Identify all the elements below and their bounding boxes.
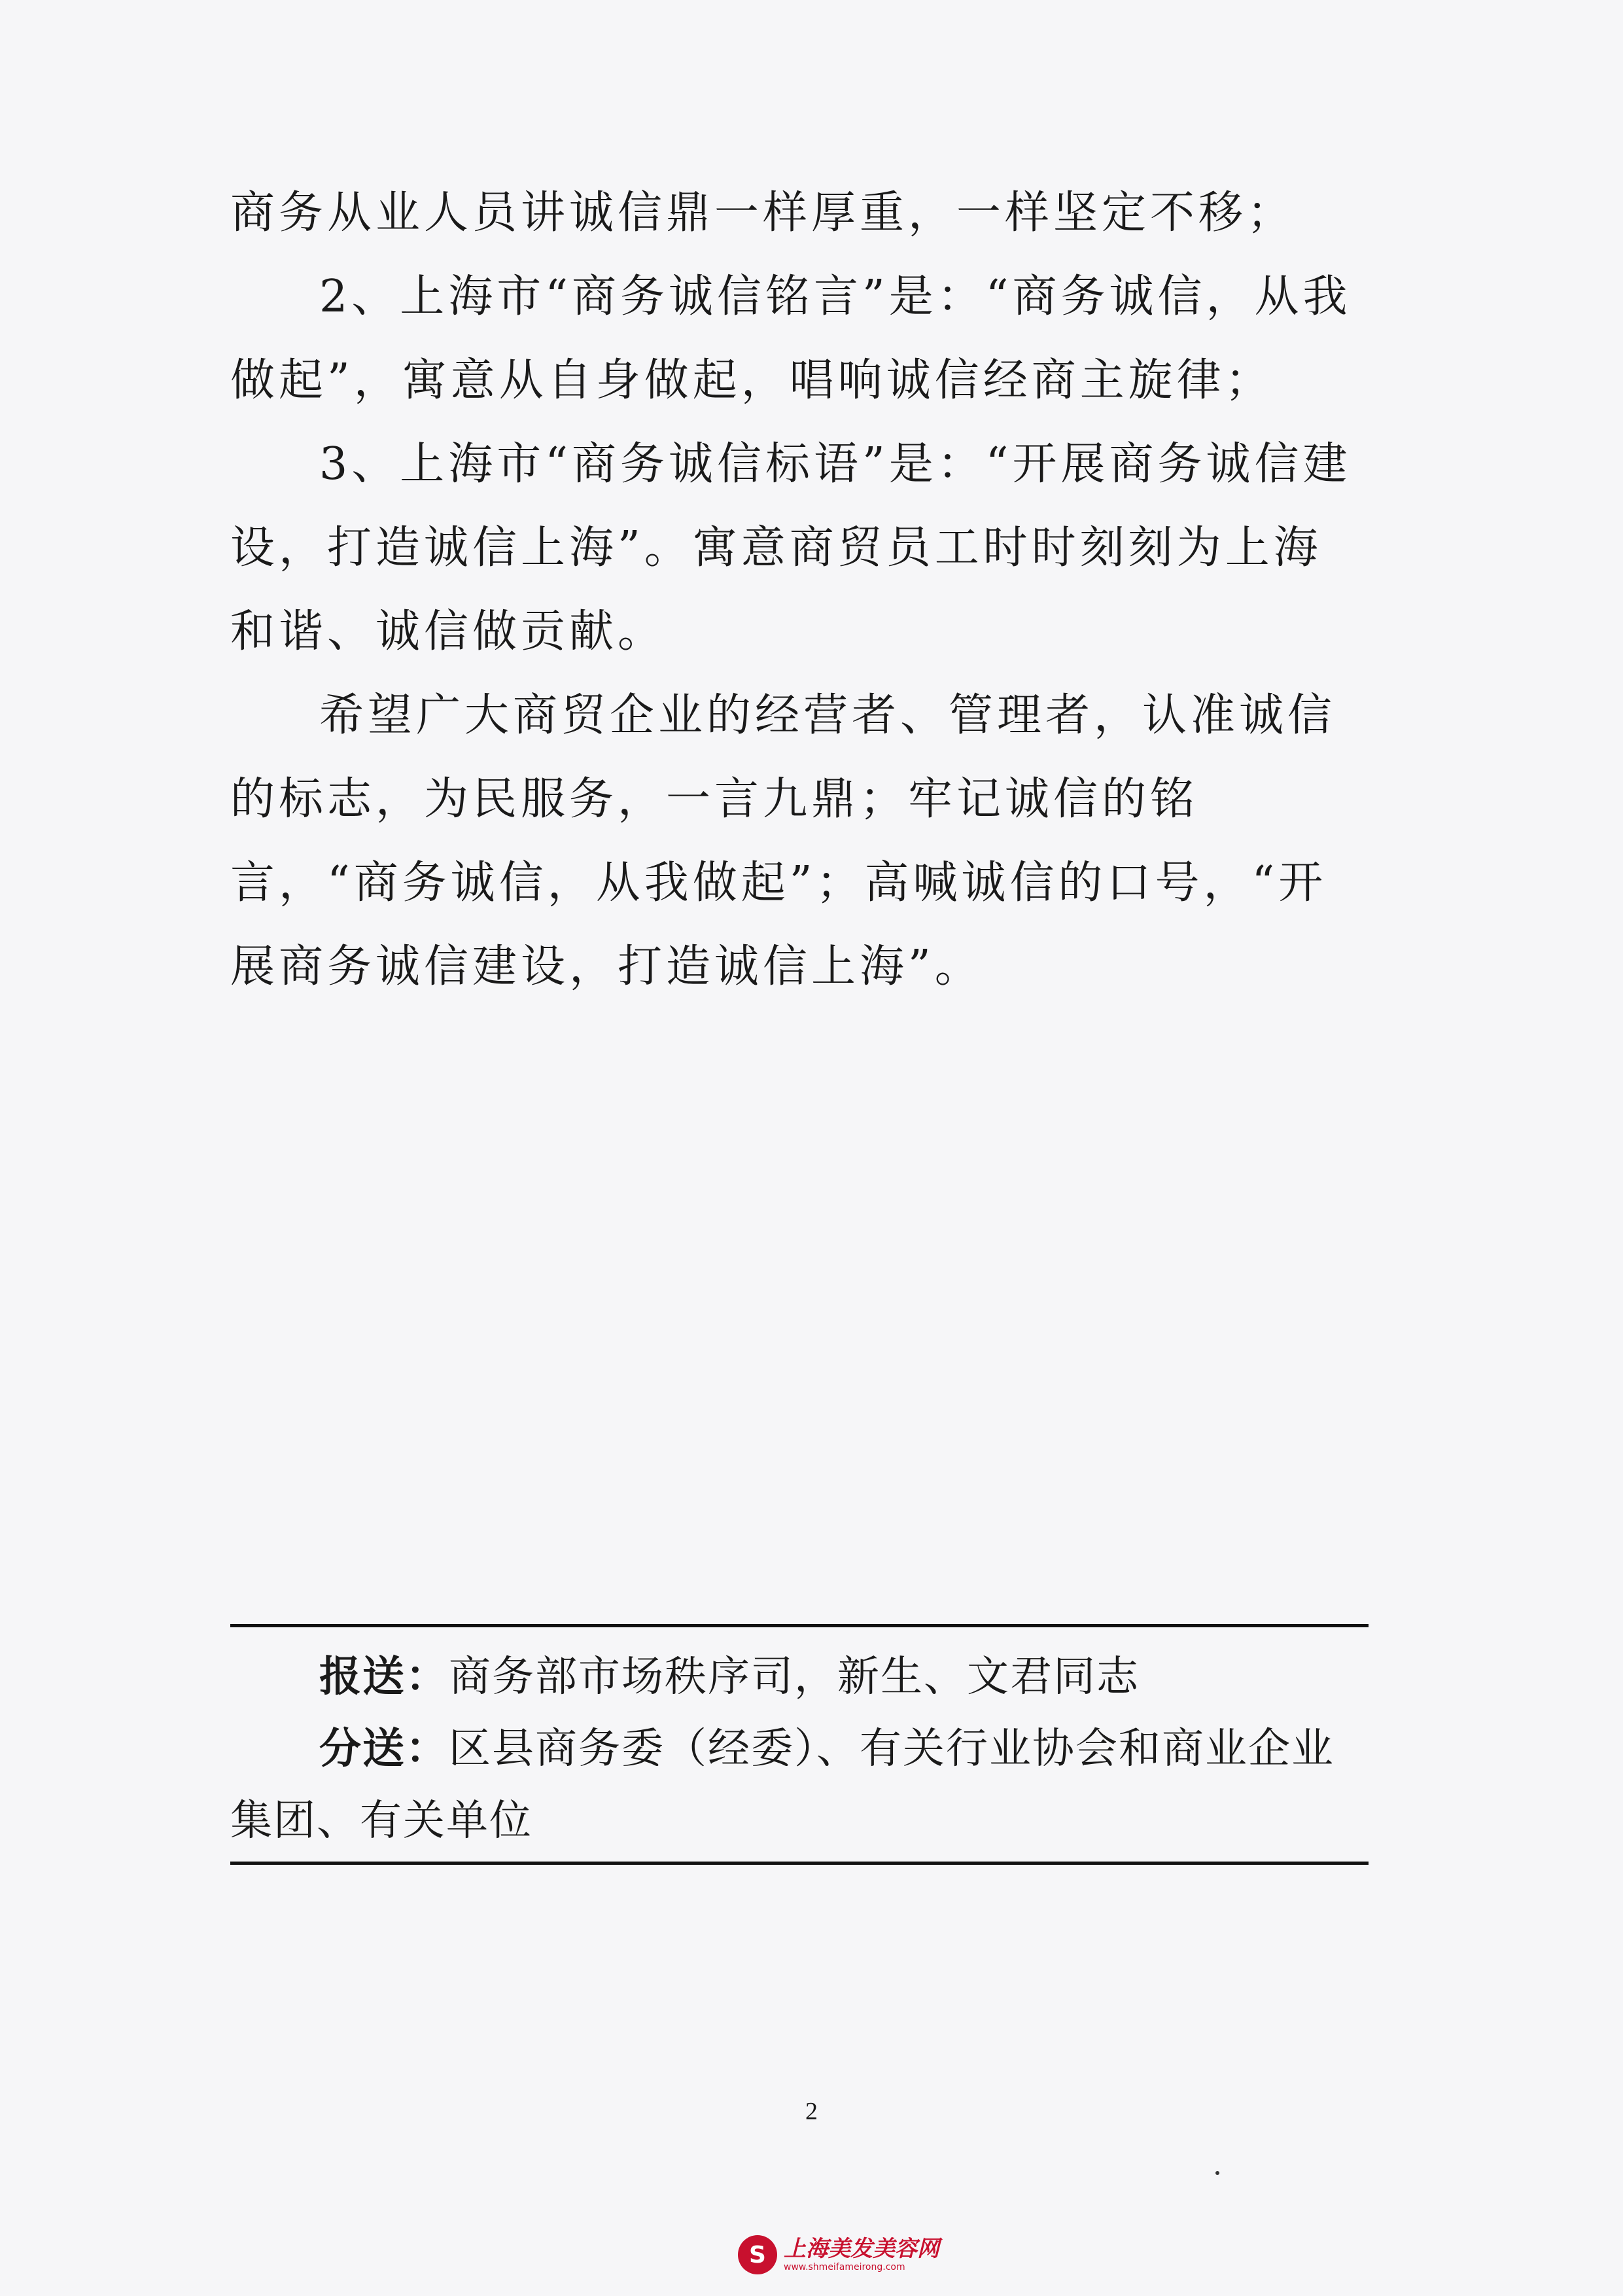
watermark-url: www.shmeifameirong.com	[784, 2262, 905, 2272]
top-divider	[230, 1624, 1369, 1627]
paragraph-item-2: 2、上海市“商务诚信铭言”是：“商务诚信，从我做起”，寓意从自身做起，唱响诚信经商主旋律；	[230, 271, 1352, 406]
body-text	[230, 171, 1369, 1009]
watermark-logo-icon: S	[738, 2235, 777, 2274]
scan-speck	[1215, 2171, 1219, 2175]
report-line	[230, 1641, 1369, 1713]
report-recipients: 商务部市场秩序司，新生、文君同志	[449, 1653, 1140, 1701]
page-number: 2	[805, 2098, 818, 2125]
copy-label: 分送：	[319, 1725, 449, 1773]
copy-line	[230, 1713, 1369, 1857]
bottom-divider	[230, 1862, 1369, 1865]
paragraph-continuation: 商务从业人员讲诚信鼎一样厚重，一样坚定不移；	[230, 187, 1296, 239]
watermark-text	[784, 2238, 939, 2272]
paragraph-item-3: 3、上海市“商务诚信标语”是：“开展商务诚信建设，打造诚信上海”。寓意商贸员工时时刻刻为上海和谐、诚信做贡献。	[230, 438, 1352, 658]
watermark-title: 上海美发美容网	[784, 2236, 939, 2262]
site-watermark	[738, 2233, 941, 2277]
paragraph-closing: 希望广大商贸企业的经营者、管理者，认准诚信的标志，为民服务，一言九鼎；牢记诚信的铭言，“商务诚信，从我做起”；高喊诚信的口号，“开展商务诚信建设，打造诚信上海”。	[230, 690, 1336, 993]
copy-recipients: 区县商务委（经委）、有关行业协会和商业企业集团、有关单位	[230, 1725, 1335, 1845]
report-label: 报送：	[319, 1653, 449, 1701]
distribution-block	[230, 1641, 1369, 1857]
